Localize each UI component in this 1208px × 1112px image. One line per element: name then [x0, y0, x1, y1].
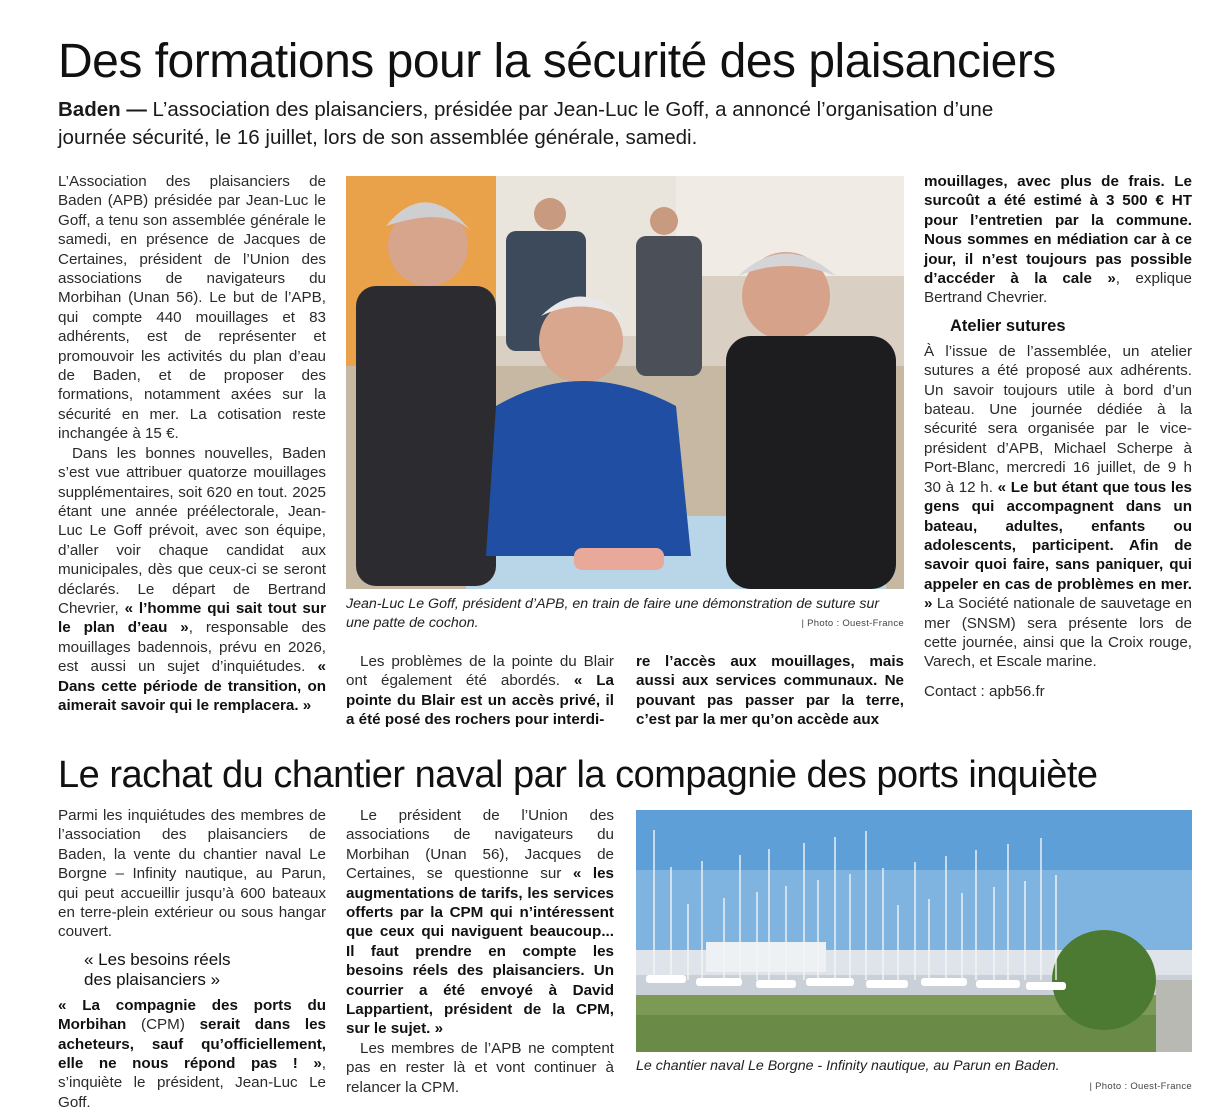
paragraph — [924, 172, 1192, 308]
paragraph — [58, 444, 326, 716]
paragraph: Les membres de l’APB ne comptent pas en rester là et vont continuer à relancer la CPM. — [346, 1039, 614, 1096]
text: Les problèmes de la pointe du Blair ont également été abordés. — [346, 653, 614, 690]
article-photo-suture — [346, 176, 904, 589]
paragraph: L’Association des plaisanciers de Baden (APB) présidée par Jean-Luc le Goff, a tenu son assemblée générale le samedi, en présence de Jacques de Certaines, président de l’Union des associations de navigateurs du Morbihan (Unan 56). Le but de l’APB, qui compte 440 mouillages et 83 adhérents, est de représenter et promouvoir les activités du plan d’eau de Baden, et de proposer des formations, notamment axées sur la sécurité en mer. La cotisation reste inchangée à 15 €. — [58, 173, 326, 443]
text: , s’inquiète le président, Jean-Luc Le Goff. — [58, 1055, 326, 1111]
lede-text: L’association des plaisanciers, présidée par Jean-Luc le Goff, a annoncé l’organisation d’une journée sécurité, le 16 juillet, lors de son assemblée générale, samedi. — [58, 98, 994, 149]
article-column-2 — [346, 652, 614, 730]
paragraph — [636, 652, 904, 730]
paragraph — [346, 806, 614, 1039]
quote: « Dans cette période de transition, on aimerait savoir qui le remplacera. » — [58, 658, 326, 714]
photo-credit: | Photo : Ouest-France — [1089, 1081, 1192, 1092]
quote: serait dans les acheteurs, sauf qu’officiellement, elle ne nous répond pas ! » — [58, 1016, 326, 1073]
paragraph — [346, 652, 614, 730]
subhead-line: des plaisanciers » — [84, 969, 221, 989]
article-photo-shipyard — [636, 810, 1192, 1052]
section-subhead: Atelier sutures — [950, 316, 1066, 335]
article-column-4 — [924, 172, 1192, 701]
text: Le président de l’Union des associations de navigateurs du Morbihan (Unan 56), Jacques de Certaines, se questionne sur — [346, 807, 614, 883]
quote: re l’accès aux mouillages, mais aussi aux services communaux. Ne pouvant pas passer par la terre, c’est par la mer qu’on accède aux — [636, 653, 904, 729]
quote: « La pointe du Blair est un accès privé, il a été posé des rochers pour interdi- — [346, 672, 615, 729]
text: À l’issue de l’assemblée, un atelier sutures a été proposé aux adhérents. Un savoir toujours utile à bord d’un bateau. Une journée dédiée à la sécurité sera organisée par le vice-président d’APB, Michael Scherpe à Port-Blanc, mercredi 16 juillet, de 9 h 30 à 12 h. — [924, 342, 1192, 496]
text: , responsable des mouillages badennois, prévu en 2026, est aussi un sujet d’inquiétudes. — [58, 619, 326, 676]
article-column-3 — [636, 652, 904, 730]
article-headline: Le rachat du chantier naval par la compagnie des ports inquiète — [58, 754, 1098, 796]
photo-caption: Jean-Luc Le Goff, président d’APB, en train de faire une démonstration de suture sur une patte de cochon. — [346, 596, 880, 631]
article-lede — [58, 96, 1058, 152]
paragraph — [924, 342, 1192, 672]
quote: « La compagnie des ports du Morbihan — [58, 996, 326, 1034]
article-column-1 — [58, 806, 326, 1112]
quote: « l’homme qui sait tout sur le plan d’eau » — [58, 599, 326, 637]
photo-credit: | Photo : Ouest-France — [801, 618, 904, 629]
quote: mouillages, avec plus de frais. Le surcoût a été estimé à 3 500 € HT pour l’entretien par la commune. Nous sommes en médiation car à ce jour, il n’est toujours pas possible d’accéder à la cale » — [924, 173, 1192, 288]
quote: « Le but étant que tous les gens qui accompagnent dans un bateau, adultes, enfants ou adolescents, participent. Afin de savoir quoi faire, sans paniquer, qui appeler en cas de problèmes en mer. » — [924, 478, 1192, 613]
text: La Société nationale de sauvetage en mer (SNSM) sera présente lors de cette journée, ainsi que la Croix rouge, Varech, et Escale marine. — [924, 595, 1192, 671]
text: (CPM) — [141, 1016, 200, 1034]
paragraph — [58, 996, 326, 1112]
lede-place: Baden — — [58, 98, 147, 121]
subhead-line: « Les besoins réels — [84, 949, 231, 969]
text: , explique Bertrand Chevrier. — [924, 270, 1192, 307]
text: Dans les bonnes nouvelles, Baden s’est vue attribuer quatorze mouillages supplémentaires, soit 620 en tout. 2025 étant une année préélectorale, Jean-Luc Le Goff prévoit, avec son équipe, d’aller voir chaque candidat aux municipales, dès que ceux-ci se seront déclarés. Le départ de Bertrand Chevrier, — [58, 444, 326, 617]
paragraph: Parmi les inquiétudes des membres de l’association des plaisanciers de Baden, la vente du chantier naval Le Borgne – Infinity nautique, au Parun, qui peut accueillir jusqu’à 600 bateaux en terre-plein extérieur ou sous hangar couvert. — [58, 807, 326, 941]
photo-caption: Le chantier naval Le Borgne - Infinity nautique, au Parun en Baden. — [636, 1058, 1060, 1074]
article-column-2 — [346, 806, 614, 1097]
section-subhead — [84, 950, 326, 990]
quote: « les augmentations de tarifs, les services offerts par la CPM qui n’intéressent que ceux qui naviguent beaucoup... Il faut prendre en compte les besoins réels des plaisanciers. Un courrier a été envoyé à David Lappartient, président de la CPM, sur le sujet. » — [346, 865, 614, 1038]
contact-line: Contact : apb56.fr — [924, 682, 1045, 700]
article-headline: Des formations pour la sécurité des plaisanciers — [58, 35, 1056, 88]
article-column-1 — [58, 172, 326, 715]
